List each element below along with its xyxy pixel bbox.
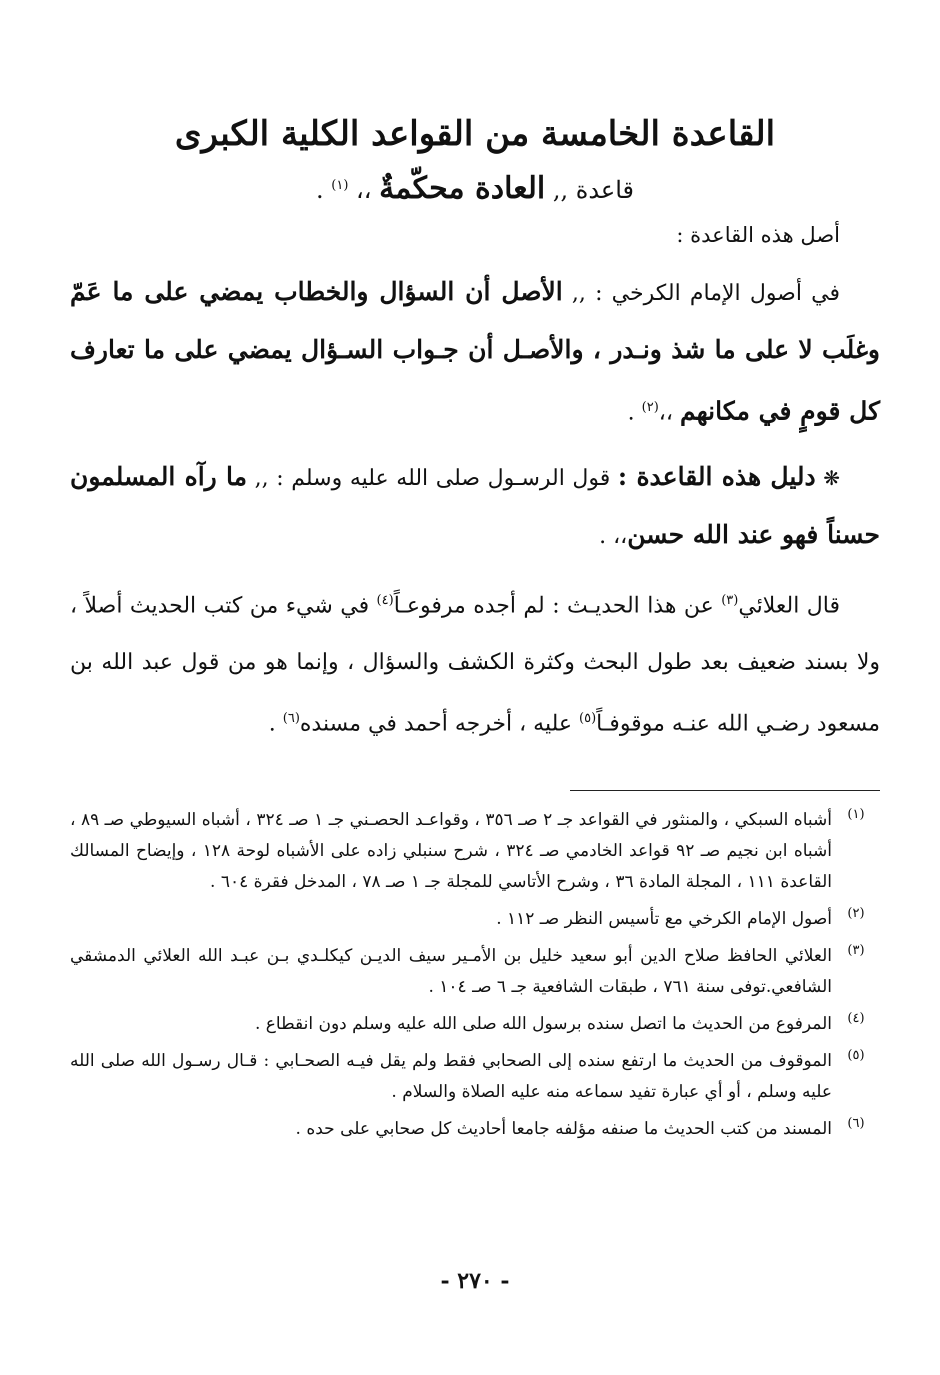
footnote-ref-3[interactable]: (٣) (721, 593, 739, 609)
footnote-number: (٢) (847, 906, 865, 921)
paragraph-karkhi (70, 264, 880, 441)
para1-bold-quote: الأصل أن السؤال والخطاب يمضي على ما عَمّ وغلَب لا على ما شذ ونـدر ، والأصـل أن جـواب السـؤال يمضي على ما تعارف كل قومٍ في مكانهم (70, 277, 880, 426)
page-title: القاعدة الخامسة من القواعد الكلية الكبرى (174, 114, 776, 154)
footnote-item (70, 904, 880, 935)
star-icon: ❋ (823, 466, 841, 491)
section-heading: أصل هذه القاعدة : (676, 223, 840, 247)
evidence-text: قول الرسـول صلى الله عليه وسلم : ,, (254, 466, 611, 492)
para3-text-5: . (268, 710, 276, 736)
document-page (70, 110, 880, 1310)
footnote-ref-2[interactable]: (٢) (641, 400, 659, 415)
para1-end: . (627, 400, 635, 426)
footnote-text: أشباه السبكي ، والمنثور في القواعد جـ ٢ صـ ٣٥٦ ، وقواعـد الحصـني جـ ١ صـ ٣٢٤ ، أشباه السيوطي صـ ٨٩ ، أشباه ابن نجيم صـ ٩٢ قواعد الخادمي صـ ٣٢٤ ، شرح سنبلي زاده على الأشباه لوحة ١٢٨ ، وإيضاح المسالك القاعدة ١١١ ، المجلة المادة ٣٦ ، وشرح الأتاسي للمجلة جـ ١ صـ ٧٨ ، المدخل فقرة ٦٠٤ . (70, 810, 833, 892)
footnote-ref-1[interactable]: (١) (331, 178, 349, 193)
para3-text-4: عليه ، أخرجه أحمد في مسنده (299, 710, 573, 736)
footnote-number: (٣) (847, 943, 865, 958)
para3-text-2: عن هذا الحديـث : لم أجده مرفوعـاً (393, 593, 714, 619)
para1-close: ،، (658, 400, 673, 426)
page-number: - ٢٧٠ - (440, 1268, 510, 1294)
footnote-divider (570, 790, 880, 791)
footnote-text: أصول الإمام الكرخي مع تأسيس النظر صـ ١١٢ . (496, 909, 832, 929)
footnote-text: العلائي الحافظ صلاح الدين أبو سعيد خليل بن الأمـير سيف الديـن كيكلـدي بـن عبـد الله العلائي الدمشقي الشافعي.توفى سنة ٧٦١ ، طبقات الشافعية جـ ٦ صـ ١٠٤ . (70, 946, 832, 997)
footnote-number: (٤) (847, 1011, 865, 1026)
para3-text-3: في شيء من كتب الحديث أصلاً ، ولا بسند ضعيف بعد طول البحث وكثرة الكشف والسؤال ، وإنما هو من قول عبد الله بن مسعود رضـي الله عنـه موقوفـاً (70, 593, 880, 736)
evidence-end: ،، . (599, 524, 628, 550)
rule-name: العادة محكّمةٌ (379, 171, 546, 206)
footnote-item (70, 1009, 880, 1040)
footnote-ref-6[interactable]: (٦) (282, 710, 300, 726)
evidence-label: دليل هذه القاعدة : (617, 462, 816, 492)
footnote-text: الموقوف من الحديث ما ارتفع سنده إلى الصحابي فقط ولم يقل فيـه الصحـابي : قـال رسـول الله صلى الله عليه وسلم ، أو أي عبارة تفيد سماعه منه عليه الصلاة والسلام . (70, 1051, 832, 1102)
footnote-number: (١) (847, 807, 865, 822)
footnote-item (70, 1046, 880, 1108)
footnote-item (70, 941, 880, 1003)
evidence-quote: ما رآه المسلمون حسناً فهو عند الله حسن (70, 462, 880, 550)
footnote-item (70, 805, 880, 898)
subtitle-end: . (315, 176, 324, 204)
footnote-text: المرفوع من الحديث ما اتصل سنده برسول الله صلى الله عليه وسلم دون انقطاع . (254, 1014, 832, 1034)
footnotes-section (70, 805, 880, 1151)
para1-intro: في أصول الإمام الكرخي : ,, (571, 281, 841, 306)
rule-subtitle (70, 168, 880, 208)
footnote-number: (٦) (847, 1116, 865, 1131)
footnote-item (70, 1114, 880, 1145)
para3-text-1: قال العلائي (738, 593, 840, 619)
footnote-number: (٥) (847, 1048, 865, 1063)
subtitle-prefix: قاعدة ,, (552, 176, 635, 204)
footnote-ref-4[interactable]: (٤) (376, 593, 394, 609)
footnote-ref-5[interactable]: (٥) (579, 710, 597, 726)
paragraph-alai (70, 573, 880, 752)
subtitle-suffix: ،، (356, 176, 372, 204)
paragraph-evidence (70, 449, 880, 565)
footnote-text: المسند من كتب الحديث ما صنفه مؤلفه جامعا أحاديث كل صحابي على حده . (295, 1119, 832, 1139)
